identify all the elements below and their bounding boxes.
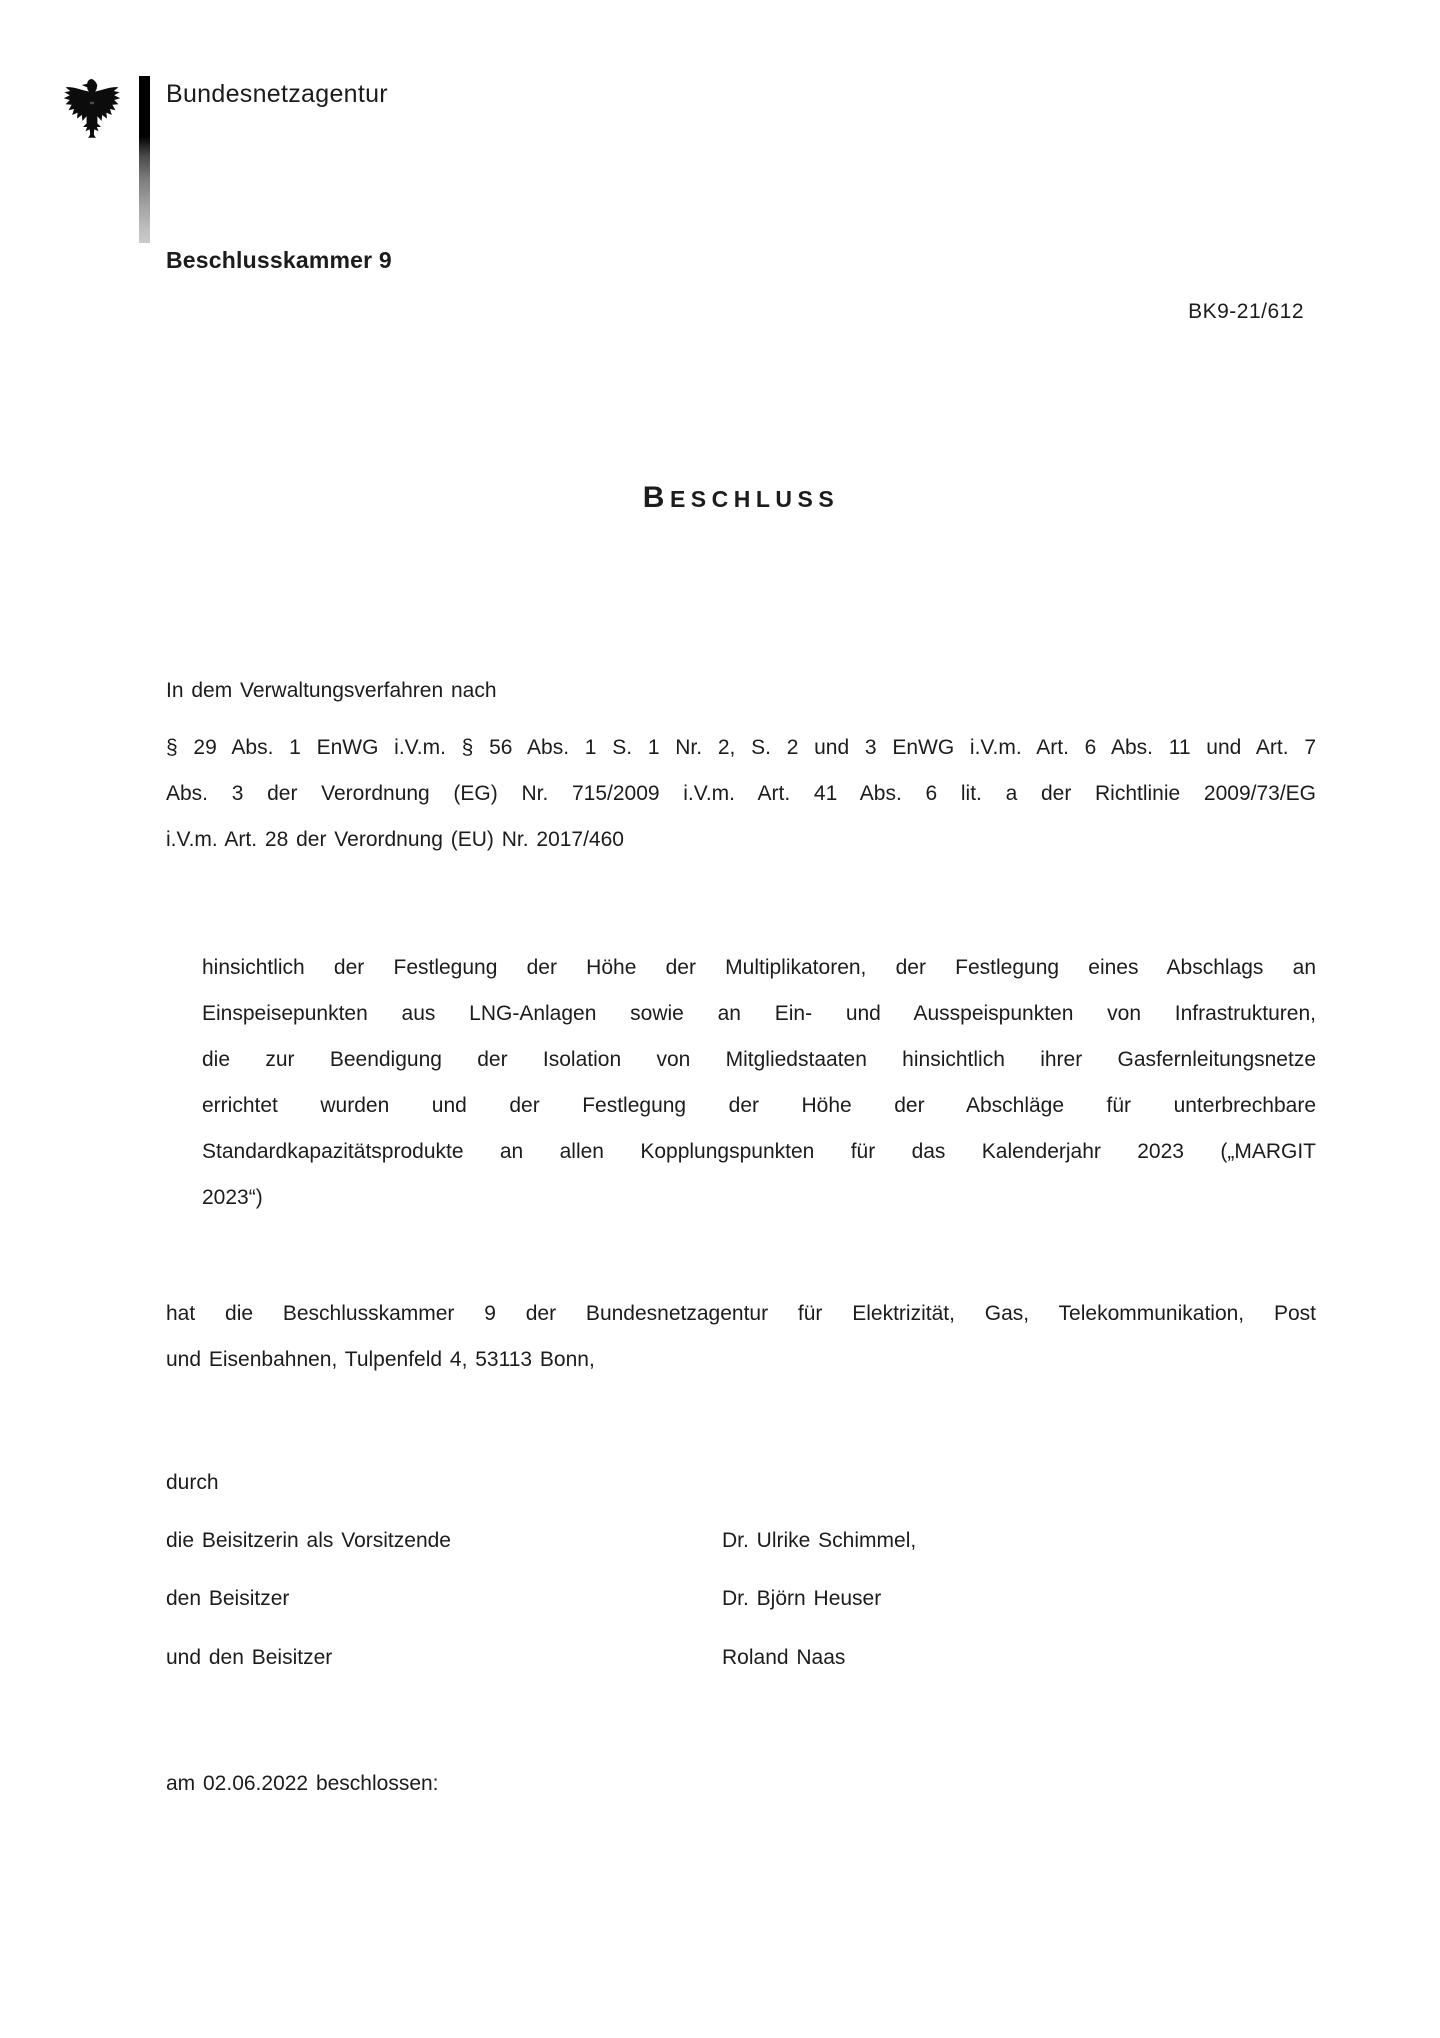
member-row — [166, 1587, 1316, 1611]
chamber-paragraph — [166, 1291, 1316, 1383]
text-line: errichtet wurden und der Festlegung der Höhe der Abschläge für unterbrechbare — [202, 1094, 1316, 1117]
text-line: 2023“) — [202, 1186, 263, 1209]
subject-paragraph — [202, 945, 1316, 1221]
text-line: i.V.m. Art. 28 der Verordnung (EU) Nr. 2017/460 — [166, 828, 624, 851]
text-line: die zur Beendigung der Isolation von Mitgliedstaaten hinsichtlich ihrer Gasfernleitungsnetze — [202, 1048, 1316, 1071]
title-initial: B — [642, 481, 670, 514]
legal-basis-paragraph — [166, 725, 1316, 863]
text-line: Abs. 3 der Verordnung (EG) Nr. 715/2009 i.V.m. Art. 41 Abs. 6 lit. a der Richtlinie 2009/73/EG — [166, 782, 1316, 805]
text-line: § 29 Abs. 1 EnWG i.V.m. § 56 Abs. 1 S. 1 Nr. 2, S. 2 und 3 EnWG i.V.m. Art. 6 Abs. 11 und Art. 7 — [166, 736, 1316, 759]
member-row — [166, 1646, 1316, 1670]
text-line: und Eisenbahnen, Tulpenfeld 4, 53113 Bonn, — [166, 1348, 595, 1371]
member-name: Dr. Ulrike Schimmel, — [722, 1529, 917, 1552]
member-role: die Beisitzerin als Vorsitzende — [166, 1529, 451, 1552]
text-line: hat die Beschlusskammer 9 der Bundesnetzagentur für Elektrizität, Gas, Telekommunikation, Post — [166, 1302, 1316, 1325]
intro-line: In dem Verwaltungsverfahren nach — [166, 679, 497, 702]
decision-date-line: am 02.06.2022 beschlossen: — [166, 1772, 439, 1795]
logo-gradient-bar — [139, 76, 150, 243]
document-title — [166, 481, 1316, 515]
member-role: den Beisitzer — [166, 1587, 290, 1610]
member-name: Roland Naas — [722, 1646, 846, 1669]
durch-label: durch — [166, 1471, 219, 1494]
title-rest: ESCHLUSS — [669, 486, 840, 512]
text-line: Standardkapazitätsprodukte an allen Kopplungspunkten für das Kalenderjahr 2023 („MARGIT — [202, 1140, 1316, 1163]
member-name: Dr. Björn Heuser — [722, 1587, 882, 1610]
member-role: und den Beisitzer — [166, 1646, 333, 1669]
text-line: hinsichtlich der Festlegung der Höhe der Multiplikatoren, der Festlegung eines Abschlags an — [202, 956, 1316, 979]
text-line: Einspeisepunkten aus LNG-Anlagen sowie an Ein- und Ausspeispunkten von Infrastrukturen, — [202, 1002, 1316, 1025]
federal-eagle-icon — [62, 76, 122, 142]
agency-name: Bundesnetzagentur — [166, 80, 388, 108]
case-number: BK9-21/612 — [1188, 300, 1304, 323]
member-row — [166, 1529, 1316, 1553]
department-name: Beschlusskammer 9 — [166, 247, 392, 273]
